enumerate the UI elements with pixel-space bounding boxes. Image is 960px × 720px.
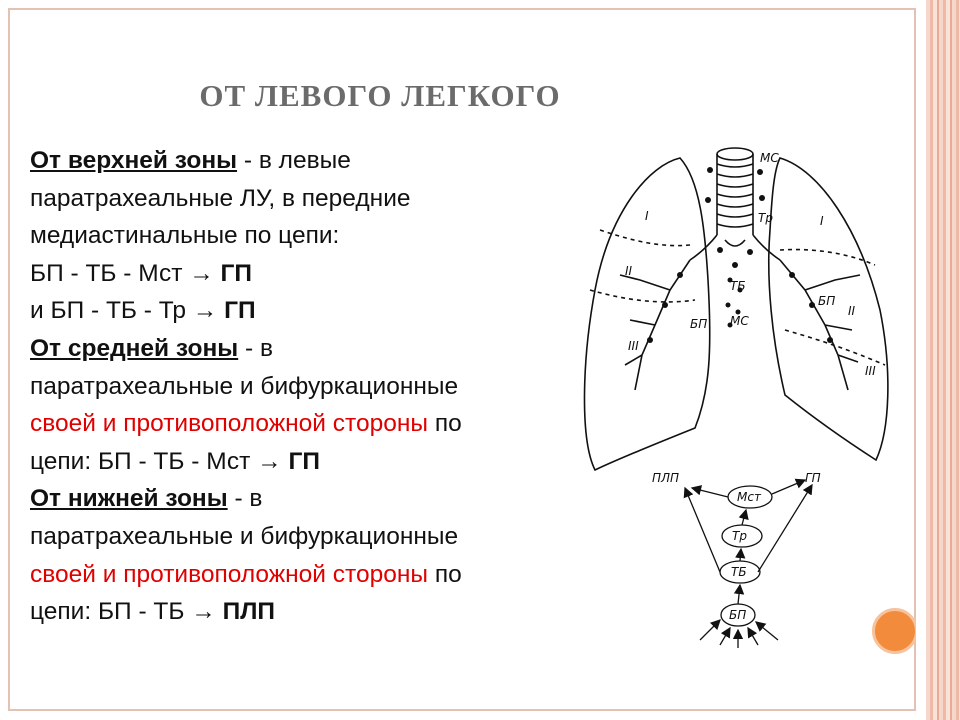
label-bp-right: БП — [818, 294, 836, 308]
label-lobe-III-left: III — [628, 339, 639, 353]
left-lung-outline — [584, 158, 709, 470]
upper-zone-chain-1: БП - ТБ - Мст → ГП — [30, 259, 253, 287]
upper-zone-heading: От верхней зоны — [30, 147, 238, 174]
middle-zone-heading: От средней зоны — [30, 334, 239, 362]
lungs-illustration — [584, 148, 887, 470]
lower-zone-line-3: своей и противоположной стороны по — [30, 560, 462, 588]
lower-zone-line-1: От нижней зоны - в — [30, 485, 263, 513]
right-bronchus — [780, 260, 860, 390]
upper-zone-chain-2: и БП - ТБ - Тр → ГП — [30, 297, 256, 325]
chain-scheme — [685, 480, 812, 648]
label-lobe-III-right: III — [865, 364, 876, 378]
label-lobe-II-right: II — [848, 304, 856, 318]
decorative-stripes — [926, 0, 960, 720]
label-mc-mid: МС — [730, 314, 749, 328]
middle-zone-chain: цепи: БП - ТБ - Мст → ГП — [30, 447, 320, 475]
scheme-label-plp: ПЛП — [652, 471, 680, 485]
upper-zone-line-2: паратрахеальные ЛУ, в передние — [30, 184, 411, 212]
slide-title: ОТ ЛЕВОГО ЛЕГКОГО — [199, 78, 561, 113]
upper-zone-line-3: медиастинальные по цепи: — [30, 222, 340, 250]
label-tr: Тр — [758, 211, 773, 225]
lower-zone-line-2: паратрахеальные и бифуркационные — [30, 522, 459, 550]
middle-zone-line-2: паратрахеальные и бифуркационные — [30, 372, 459, 400]
label-tb: ТБ — [730, 279, 746, 293]
lower-zone-chain: цепи: БП - ТБ → ПЛП — [30, 598, 275, 626]
scheme-label-gp: ГП — [805, 471, 821, 485]
lymph-diagram — [580, 140, 910, 660]
label-mc-top: МС — [760, 151, 779, 165]
scheme-label-mst: Мст — [737, 490, 761, 504]
slide-body — [30, 142, 578, 642]
scheme-label-tr: Тр — [732, 529, 747, 543]
label-lobe-I-left: I — [645, 209, 649, 223]
scheme-label-tb: ТБ — [731, 565, 747, 579]
middle-zone-line-1: От средней зоны - в — [30, 334, 273, 362]
right-lung-outline — [769, 158, 888, 460]
lower-zone-heading: От нижней зоны — [30, 485, 228, 513]
scheme-label-bp: БП — [729, 608, 747, 622]
label-lobe-I-right: I — [820, 214, 824, 228]
left-bronchus — [620, 260, 690, 390]
label-bp-left: БП — [690, 317, 708, 331]
middle-zone-line-3: своей и противоположной стороны по — [30, 410, 462, 438]
upper-zone-line-1: От верхней зоны - в левые — [30, 147, 351, 174]
label-lobe-II-left: II — [625, 264, 633, 278]
